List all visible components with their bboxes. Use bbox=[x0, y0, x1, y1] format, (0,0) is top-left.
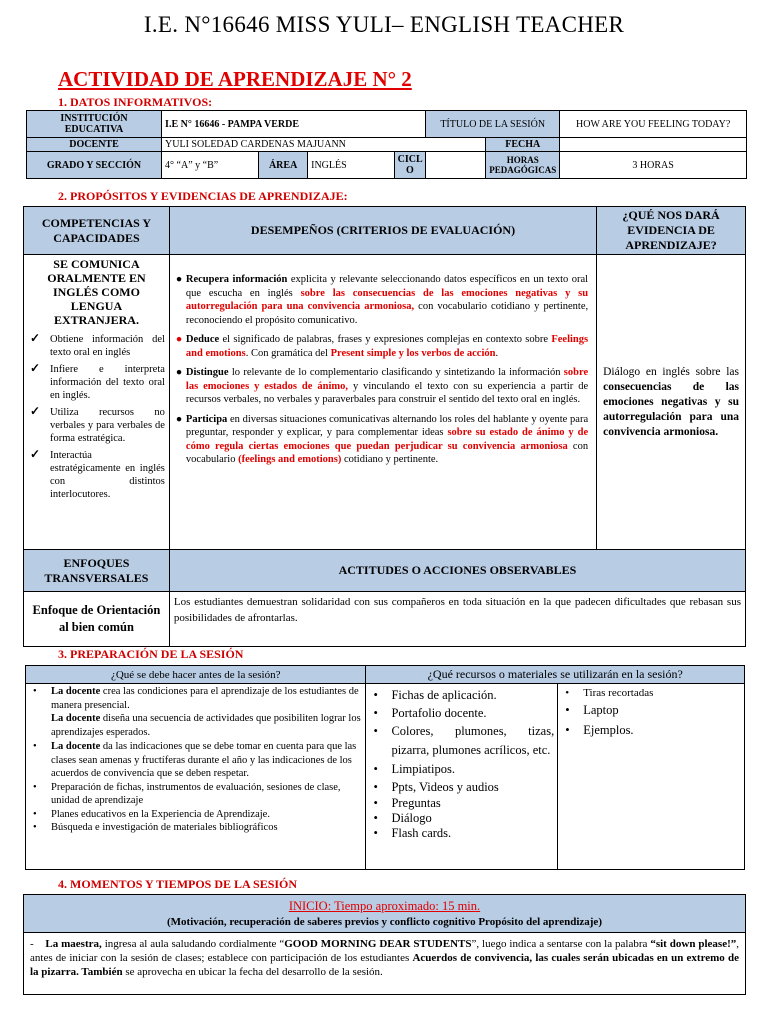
bullet-icon: • bbox=[33, 686, 37, 697]
list-item: • Ejemplos. bbox=[561, 721, 741, 740]
list-item: • Laptop bbox=[561, 700, 741, 721]
header-competencias: COMPETENCIAS Y CAPACIDADES bbox=[24, 207, 170, 255]
evidencia-cell: Diálogo en inglés sobre las consecuencias de las emociones negativas y su autorregulación para una convivencia armoniosa. bbox=[597, 255, 746, 550]
header-evidencia: ¿QUÉ NOS DARÁ EVIDENCIA DE APRENDIZAJE? bbox=[597, 207, 746, 255]
competencias-cell bbox=[24, 255, 170, 550]
actitudes-label: ACTITUDES O ACCIONES OBSERVABLES bbox=[169, 550, 745, 592]
bullet-icon: • bbox=[373, 796, 378, 810]
enfoques-label: ENFOQUES TRANSVERSALES bbox=[24, 550, 170, 592]
datos-table bbox=[26, 110, 747, 179]
list-item: • Fichas de aplicación. bbox=[373, 688, 497, 702]
docente-label: DOCENTE bbox=[27, 138, 162, 152]
activity-title: ACTIVIDAD DE APRENDIZAJE N° 2 bbox=[58, 67, 412, 91]
bullet-icon: • bbox=[373, 811, 378, 825]
list-item: • Limpiatipos. bbox=[373, 762, 455, 776]
bullet-icon: • bbox=[565, 703, 570, 717]
list-item: ✓ Infiere e interpreta información del texto oral en inglés. bbox=[30, 361, 165, 401]
grado-label: GRADO Y SECCIÓN bbox=[27, 152, 162, 179]
desempeno-item: ● Deduce el significado de palabras, frases y expresiones complejas en contexto sobre Feelings and emotions. Con gramática del Present simple y los verbos de acción. bbox=[175, 334, 589, 359]
check-icon: ✓ bbox=[30, 331, 41, 345]
bullet-icon: ● bbox=[175, 274, 183, 285]
list-item: • Flash cards. bbox=[373, 826, 452, 840]
header-desempenos: DESEMPEÑOS (CRITERIOS DE EVALUACIÓN) bbox=[169, 207, 596, 255]
recursos-header: ¿Qué recursos o materiales se utilizarán en la sesión? bbox=[366, 666, 745, 684]
bullet-icon: • bbox=[373, 724, 378, 738]
bullet-icon: ● bbox=[175, 334, 183, 345]
fecha-label: FECHA bbox=[486, 138, 560, 152]
desempeno-item: ● Distingue lo relevante de lo complementario clasificando y sintetizando la información sobre las emociones y estados de ánimo, y vinculando el texto con su experiencia a partir de recursos verbales, no verbales y paraverbales para construir el sentido del texto oral en inglés. bbox=[175, 367, 589, 405]
list-item: • Búsqueda e investigación de materiales bibliográficos bbox=[33, 822, 278, 833]
bullet-icon: • bbox=[33, 781, 37, 793]
list-item: • Diálogo bbox=[373, 811, 432, 825]
inst-label: INSTITUCIÓN EDUCATIVA bbox=[27, 111, 162, 138]
list-item: • Tiras recortadas bbox=[565, 687, 654, 699]
desempenos-cell bbox=[169, 255, 596, 550]
docente-value: YULI SOLEDAD CARDENAS MAJUANN bbox=[162, 138, 486, 152]
section-2-heading: 2. PROPÓSITOS Y EVIDENCIAS DE APRENDIZAJE: bbox=[58, 189, 348, 203]
list-item: • Planes educativos en la Experiencia de Aprendizaje. bbox=[33, 808, 270, 820]
list-item: • Preguntas bbox=[373, 796, 441, 810]
capacidades-list bbox=[28, 333, 165, 501]
bullet-icon: ● bbox=[175, 367, 183, 378]
area-value: INGLÉS bbox=[308, 152, 395, 179]
section-4-heading: 4. MOMENTOS Y TIEMPOS DE LA SESIÓN bbox=[58, 877, 298, 891]
list-item: • Ppts, Videos y audios bbox=[373, 780, 499, 794]
momentos-table bbox=[23, 894, 746, 995]
competencia-title: SE COMUNICA ORALMENTE EN INGLÉS COMO LENGUA EXTRANJERA. bbox=[47, 257, 146, 327]
bullet-icon: • bbox=[373, 706, 378, 720]
check-icon: ✓ bbox=[30, 361, 41, 375]
ciclo-label: CICL O bbox=[394, 152, 425, 179]
bullet-icon: • bbox=[33, 822, 37, 833]
ciclo-value bbox=[426, 152, 486, 179]
fecha-value bbox=[560, 138, 747, 152]
bullet-icon: • bbox=[373, 780, 378, 794]
section-3-heading: 3. PREPARACIÓN DE LA SESIÓN bbox=[58, 647, 244, 661]
desempeno-item: ● Recupera información explicita y relevante seleccionando datos específicos en un texto oral que escucha en inglés sobre las consecuencias de las emociones negativas y su autorregulación para una convivencia armoniosa, con vocabulario cotidiano y pertinente, reconociendo el propósito comunicativo. bbox=[175, 274, 589, 326]
list-item: ✓ Obtiene información del texto oral en inglés bbox=[30, 331, 165, 358]
enfoque-text: Los estudiantes demuestran solidaridad con sus compañeros en toda situación en la que padecen dificultades que rebasan sus posibilidades de afrontarlas. bbox=[169, 592, 745, 647]
inicio-content: - La maestra, ingresa al aula saludando cordialmente “GOOD MORNING DEAR STUDENTS”, luego indica a sentarse con la palabra “sit down please!”, antes de iniciar con la sesión de clases; establece con participación de los estudiantes Acuerdos de convivencia, las cuales serán ubicadas en un extremo de la pizarra. También se aprovecha en ubicar la fecha del desarrollo de la sesión. bbox=[24, 933, 746, 995]
propositos-table bbox=[23, 206, 746, 647]
recursos-list-1 bbox=[369, 686, 554, 841]
list-item: • La docente da las indicaciones que se debe tomar en cuenta para que las clases sean amenas y fructíferas durante el año y las indicaciones de los acuerdos de convivencia que se deben respetar. bbox=[33, 741, 357, 779]
inicio-title: INICIO: Tiempo aproximado: 15 min. bbox=[288, 899, 481, 913]
list-item: La docente diseña una secuencia de actividades que posibiliten lograr los aprendizajes esperados. bbox=[51, 713, 361, 738]
bullet-icon: • bbox=[373, 762, 378, 776]
section-1-heading: 1. DATOS INFORMATIVOS: bbox=[58, 95, 213, 109]
check-icon: ✓ bbox=[30, 447, 41, 461]
list-item: • Portafolio docente. bbox=[373, 706, 487, 720]
bullet-icon: • bbox=[373, 688, 378, 702]
bullet-icon: • bbox=[33, 741, 37, 752]
preparacion-table bbox=[25, 665, 745, 870]
bullet-icon: • bbox=[565, 723, 570, 737]
antes-header: ¿Qué se debe hacer antes de la sesión? bbox=[26, 666, 366, 684]
list-item: ✓ Utiliza recursos no verbales y para verbales de forma estratégica. bbox=[30, 404, 165, 444]
antes-list bbox=[29, 685, 362, 835]
titulo-label: TÍTULO DE LA SESIÓN bbox=[426, 111, 560, 138]
desempenos-list bbox=[176, 273, 588, 467]
list-item: • Preparación de fichas, instrumentos de evaluación, sesiones de clase, unidad de aprendizaje bbox=[33, 781, 341, 806]
list-item: • Colores, plumones, tizas, pizarra, plumones acrílicos, etc. bbox=[373, 724, 555, 757]
page-title: I.E. N°16646 MISS YULI– ENGLISH TEACHER bbox=[143, 12, 625, 37]
recursos-cell-1 bbox=[366, 684, 558, 870]
list-item: ✓ Interactúa estratégicamente en inglés con distintos interlocutores. bbox=[30, 447, 165, 500]
bullet-icon: ● bbox=[175, 413, 183, 425]
inicio-header bbox=[24, 895, 746, 933]
desempeno-item: ● Participa en diversas situaciones comunicativas alternando los roles del hablante y oyente para preguntar, responder y explicar, y para complementar ideas sobre su estado de ánimo y de cómo regula ciertas emociones que puedan perjudicar su convivencia armoniosa con vocabulario (feelings and emotions) cotidiano y pertinente. bbox=[175, 413, 589, 465]
check-icon: ✓ bbox=[30, 404, 41, 418]
list-item: • La docente crea las condiciones para el aprendizaje de los estudiantes de manera presencial. bbox=[33, 686, 359, 711]
area-label: ÁREA bbox=[259, 152, 308, 179]
horas-value: 3 HORAS bbox=[560, 152, 747, 179]
bullet-icon: • bbox=[33, 808, 37, 820]
horas-label: HORAS PEDAGÓGICAS bbox=[486, 152, 560, 179]
grado-value: 4° “A” y “B” bbox=[162, 152, 259, 179]
antes-cell bbox=[26, 684, 366, 870]
inicio-subtitle: (Motivación, recuperación de saberes previos y conflicto cognitivo Propósito del aprendizaje) bbox=[167, 916, 602, 928]
titulo-value: HOW ARE YOU FEELING TODAY? bbox=[560, 111, 747, 138]
inst-value: I.E N° 16646 - PAMPA VERDE bbox=[162, 111, 426, 138]
recursos-list-2 bbox=[561, 686, 741, 740]
bullet-icon: • bbox=[373, 826, 378, 840]
enfoque-name: Enfoque de Orientación al bien común bbox=[24, 592, 170, 647]
bullet-icon: • bbox=[565, 687, 570, 699]
recursos-cell-2 bbox=[558, 684, 745, 870]
